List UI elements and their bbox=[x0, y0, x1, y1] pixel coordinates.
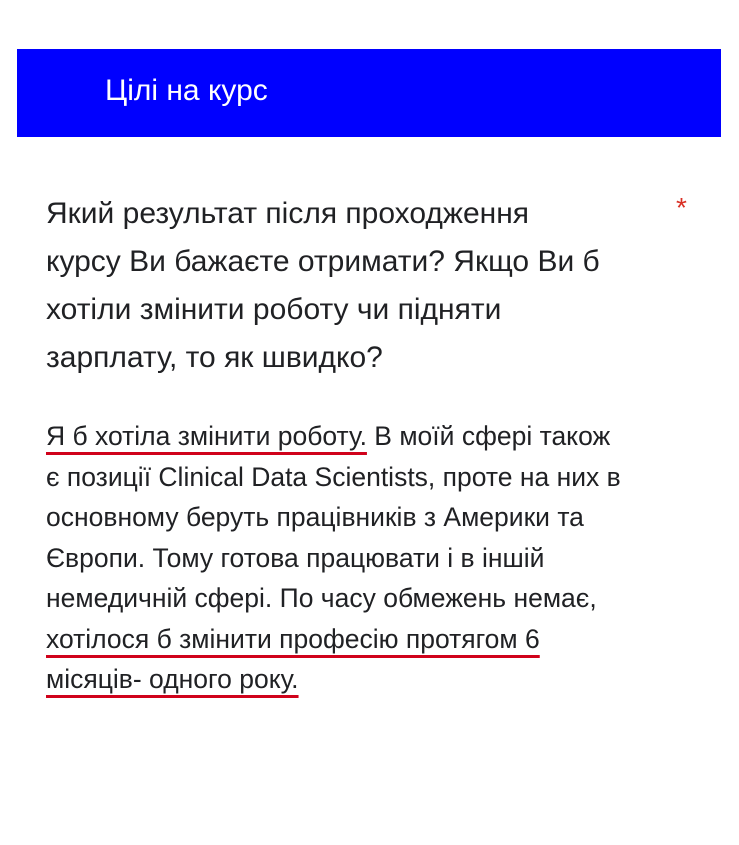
section-header bbox=[17, 49, 721, 137]
answer-line-1-rest: В моїй сфері також bbox=[366, 421, 611, 451]
answer-line-4: Європи. Тому готова працювати і в іншій bbox=[46, 542, 545, 573]
answer-highlight-3: місяців- одного року. bbox=[46, 664, 299, 694]
answer-line-3: основному беруть працівників з Америки та bbox=[46, 502, 584, 532]
question-line-2: курсу Ви бажаєте отримати? Якщо Ви б bbox=[46, 245, 600, 278]
answer-line-7 bbox=[46, 659, 696, 700]
question-line-4: зарплату, то як швидко? bbox=[46, 341, 383, 374]
answer-line-1 bbox=[46, 416, 696, 457]
section-title: Цілі на курс bbox=[105, 74, 268, 107]
answer-line-5: немедичній сфері. По часу обмежень немає, bbox=[46, 583, 597, 613]
answer-text[interactable] bbox=[46, 416, 696, 700]
question-line-3: хотіли змінити роботу чи підняти bbox=[46, 293, 502, 326]
answer-highlight-1: Я б хотіла змінити роботу. bbox=[46, 421, 367, 451]
question-block bbox=[46, 190, 666, 382]
answer-line-6 bbox=[46, 619, 696, 660]
answer-line-2: є позиції Clinical Data Scientists, проте на них в bbox=[46, 461, 621, 492]
answer-highlight-2: хотілося б змінити професію протягом 6 bbox=[46, 623, 540, 654]
question-line-1: Який результат після проходження bbox=[46, 197, 530, 230]
question-title bbox=[46, 190, 666, 382]
required-asterisk: * bbox=[676, 192, 687, 223]
